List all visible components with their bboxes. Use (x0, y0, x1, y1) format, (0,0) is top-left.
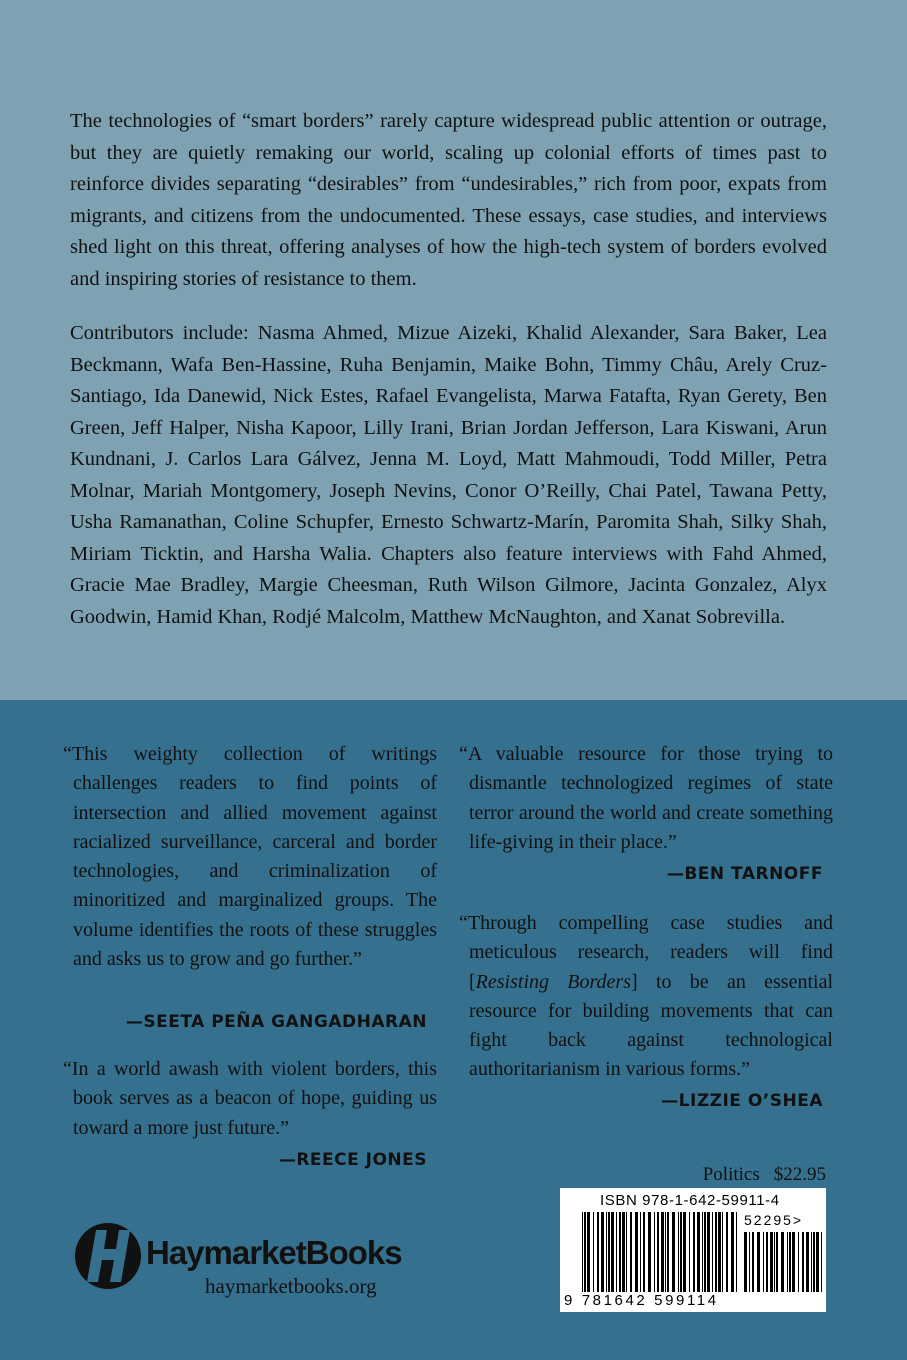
publisher-logo (74, 1212, 434, 1302)
blurb-attribution-gangadharan: —SEETA PEÑA GANGADHARAN (125, 1012, 427, 1032)
book-description: The technologies of “smart borders” rarely capture widespread public attention or outrage, but they are quietly remaking our world, scaling up colonial efforts of times past to reinforce divides separating “desirables” from “undesirables,” rich from poor, expats from migrants, and citizens from the undocumented. These essays, case studies, and interviews shed light on this threat, offering analyses of how the high-tech system of borders evolved and inspiring stories of resistance to them. (70, 110, 827, 290)
book-title-italic: Resisting Borders (475, 970, 631, 993)
blurb-quote-gangadharan: “This weighty collection of writings challenges readers to find points of intersection and allied movement against racialized surveillance, carceral and border technologies, and criminalization of minoritized and marginalized groups. The volume identifies the roots of these struggles and asks us to grow and go further.” (63, 743, 437, 971)
isbn-barcode (560, 1188, 826, 1312)
blurb-text-part: “Through compelling case studies and meticulous research, readers will find [ (459, 912, 833, 993)
blurb-attribution-tarnoff: —BEN TARNOFF (666, 864, 823, 884)
blurb-attribution-oshea: —LIZZIE O’SHEA (661, 1091, 823, 1111)
contributors-list: Contributors include: Nasma Ahmed, Mizue Aizeki, Khalid Alexander, Sara Baker, Lea Beckmann, Wafa Ben-Hassine, Ruha Benjamin, Maike Bohn, Timmy Châu, Arely Cruz-Santiago, Ida Danewid, Nick Estes, Rafael Evangelista, Marwa Fatafta, Ryan Gerety, Ben Green, Jeff Halper, Nisha Kapoor, Lilly Irani, Brian Jordan Jefferson, Lara Kiswani, Arun Kundnani, J. Carlos Lara Gálvez, Jenna M. Loyd, Matt Mahmoudi, Todd Miller, Petra Molnar, Mariah Montgomery, Joseph Nevins, Conor O’Reilly, Chai Patel, Tawana Petty, Usha Ramanathan, Coline Schupfer, Ernesto Schwartz-Marín, Paromita Shah, Silky Shah, Miriam Ticktin, and Harsha Walia. Chapters also feature interviews with Fahd Ahmed, Gracie Mae Bradley, Margie Cheesman, Ruth Wilson Gilmore, Jacinta Gonzalez, Alyx Goodwin, Hamid Khan, Rodjé Malcolm, Matthew McNaughton, and Xanat Sobrevilla. (70, 322, 827, 628)
price-addon-code: 52295> (744, 1212, 804, 1228)
blurb-text-part: ] to be an essential resource for building movements that can fight back against technological authoritarianism in various forms.” (469, 970, 834, 1081)
category-price (703, 1164, 826, 1186)
haymarket-h-icon (74, 1216, 142, 1296)
blurb-quote-jones: “In a world awash with violent borders, this book serves as a beacon of hope, guiding us toward a more just future.” (63, 1058, 437, 1139)
isbn-number: ISBN 978-1-642-59911-4 (600, 1192, 780, 1209)
publisher-website[interactable]: haymarketbooks.org (205, 1274, 377, 1298)
category-label: Politics (702, 1164, 760, 1185)
price-label: $22.95 (773, 1164, 826, 1185)
publisher-name: HaymarketBooks (146, 1234, 402, 1271)
ean-number: 9 781642 599114 (564, 1292, 719, 1309)
blurb-quote-oshea (459, 909, 833, 1085)
blurb-attribution-jones: —REECE JONES (278, 1150, 427, 1170)
blurb-quote-tarnoff: “A valuable resource for those trying to dismantle technologized regimes of state terror around the world and create something life-giving in their place.” (459, 743, 833, 853)
